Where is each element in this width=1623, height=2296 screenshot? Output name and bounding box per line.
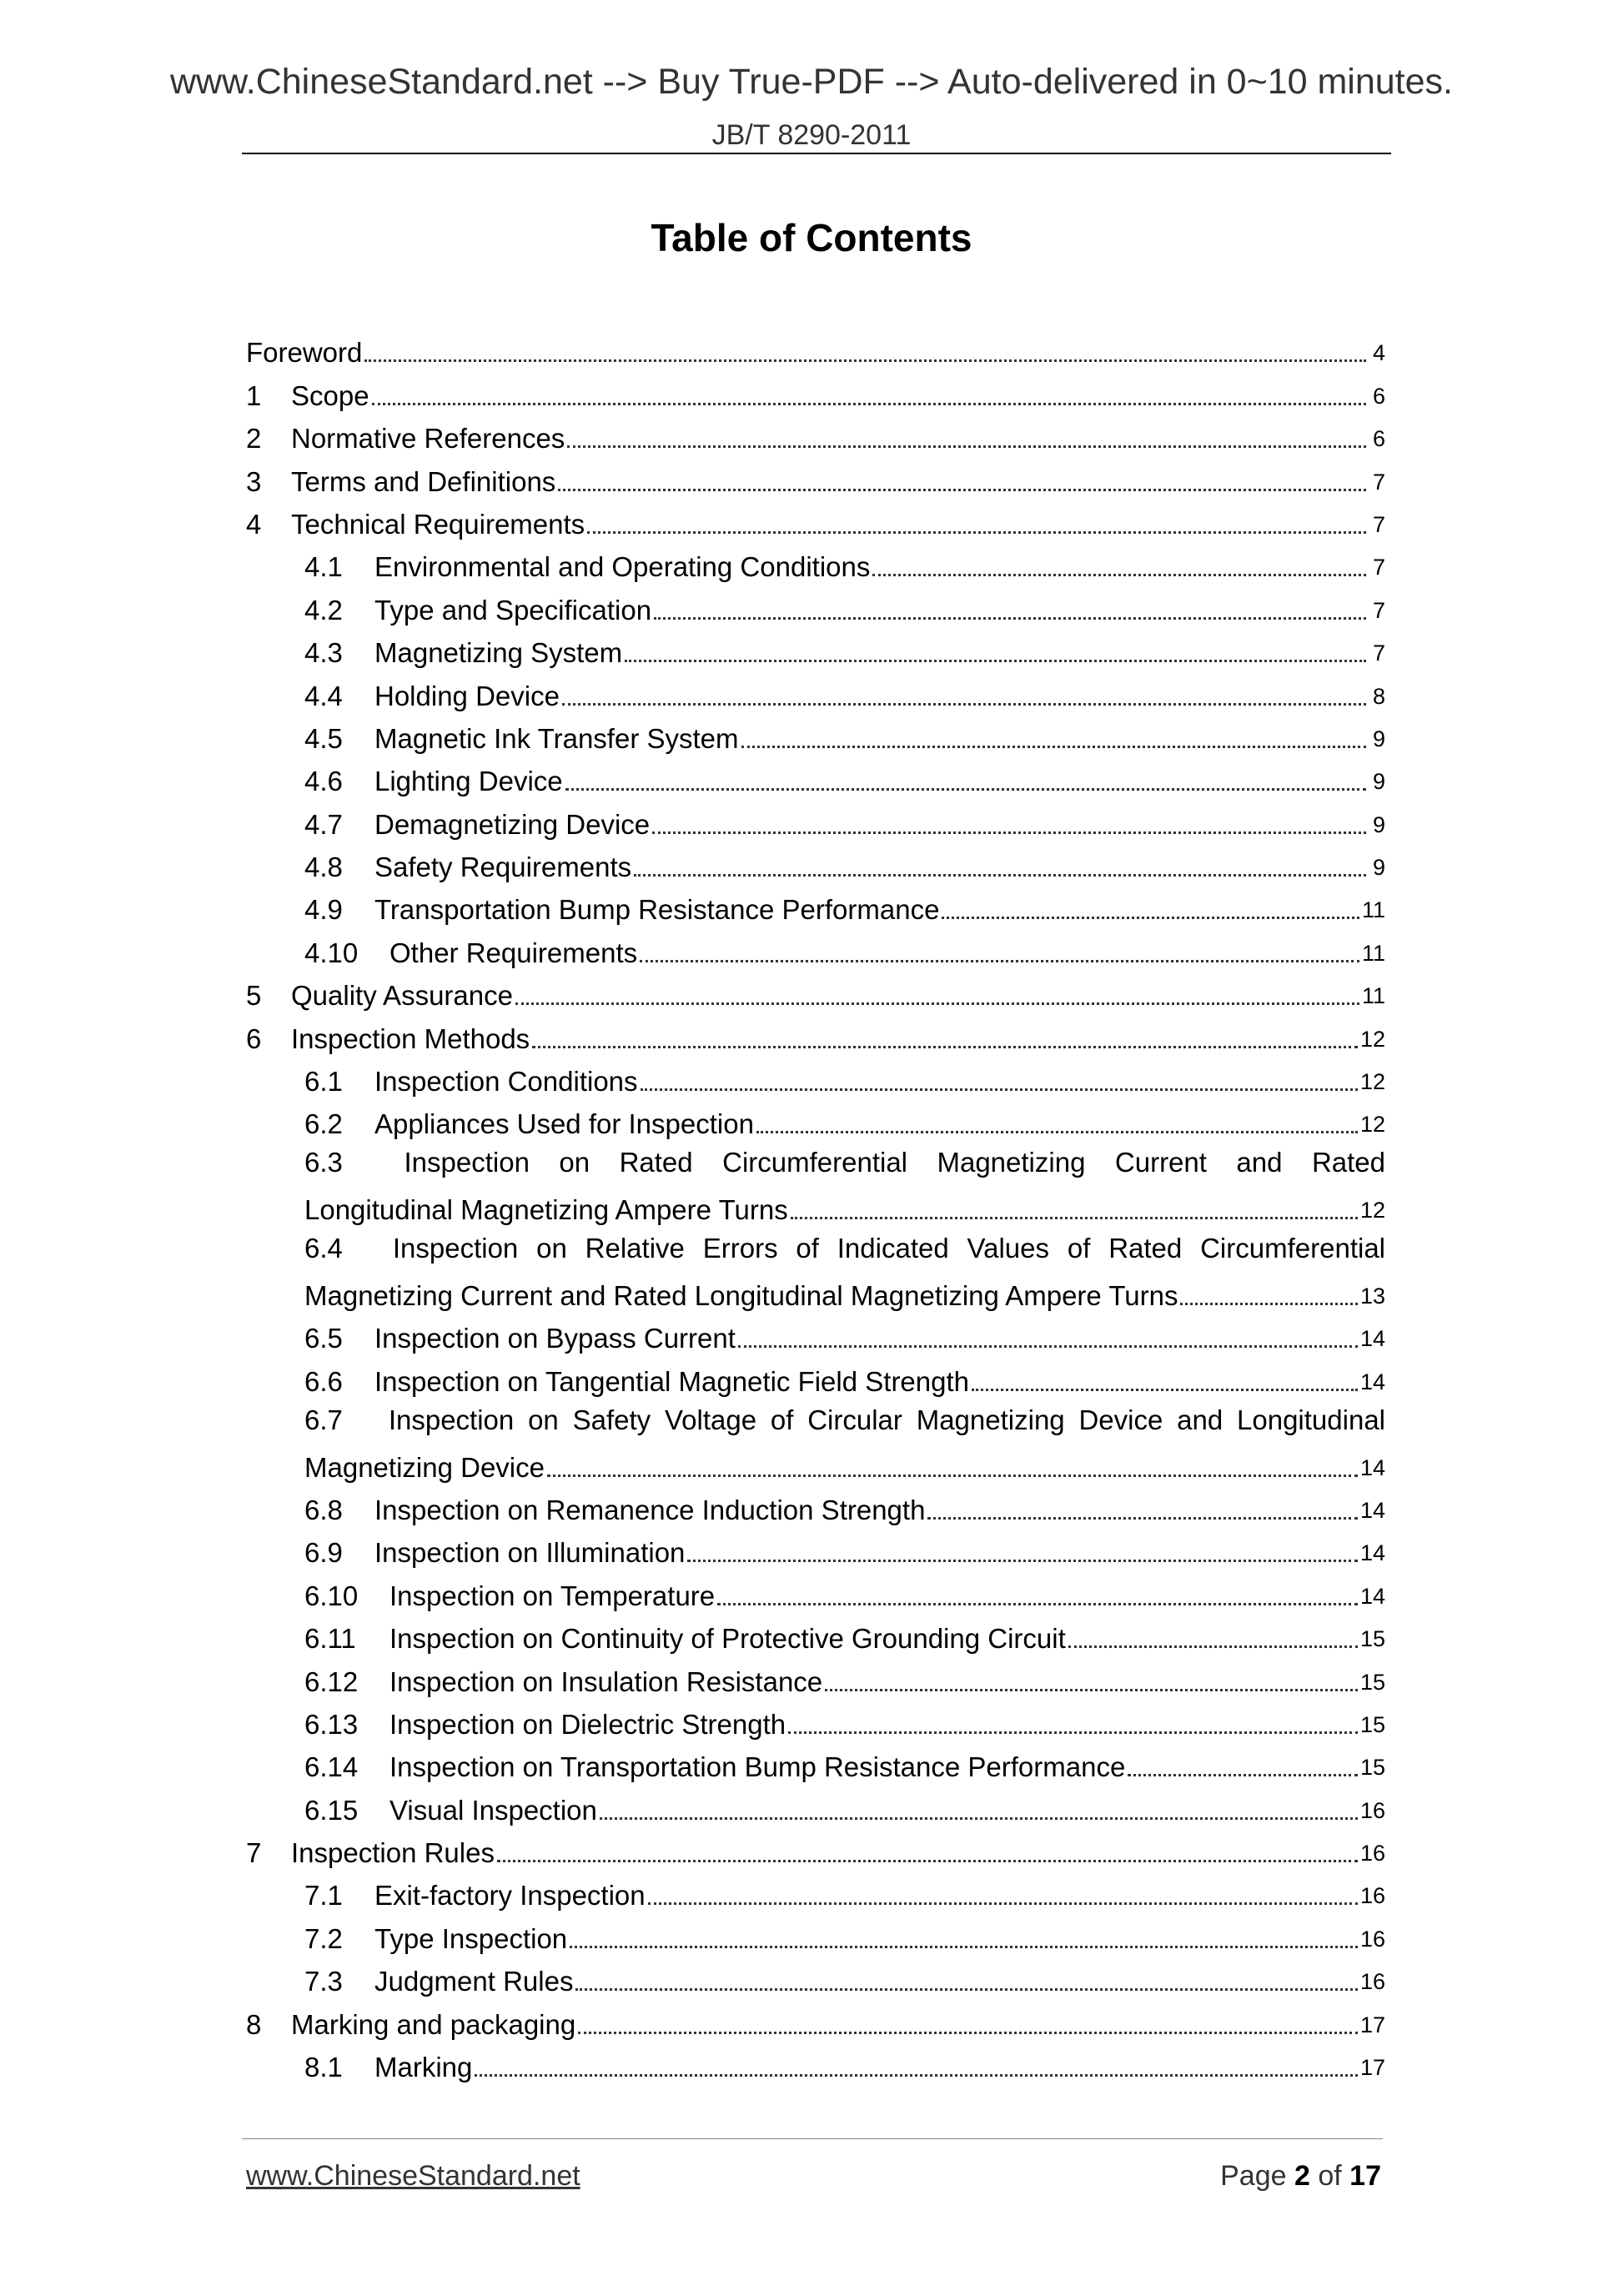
toc-entry-6-15[interactable] [246, 1784, 1385, 1826]
dot-leader [547, 1475, 1358, 1477]
toc-entry-number: 6.7 [304, 1404, 343, 1435]
dot-leader [475, 2074, 1358, 2077]
toc-entry-8-1[interactable] [246, 2042, 1385, 2084]
toc-entry-number: 2 [246, 423, 262, 455]
dot-leader [927, 1517, 1358, 1520]
toc-entry-page: 13 [1359, 1283, 1385, 1309]
footer-divider [242, 2138, 1383, 2139]
dot-leader [497, 1860, 1358, 1862]
toc-entry-label: Inspection on Remanence Induction Strength [374, 1494, 926, 1525]
dot-leader [788, 1731, 1358, 1734]
toc-entry-4[interactable] [246, 499, 1385, 541]
toc-entry-label: Type and Specification [374, 594, 652, 625]
toc-title: Table of Contents [651, 216, 972, 259]
toc-entry-page: 14 [1359, 1454, 1385, 1480]
toc-entry-number: 4.4 [304, 680, 343, 711]
toc-entry-number: 4.6 [304, 766, 343, 797]
toc-entry-number: 8 [246, 2008, 262, 2040]
toc-entry-6-6[interactable] [246, 1355, 1385, 1398]
dot-leader [791, 1217, 1358, 1219]
toc-entry-number: 4.3 [304, 637, 343, 669]
toc-entry-page: 7 [1372, 511, 1385, 537]
toc-entry-page: 17 [1359, 2055, 1385, 2081]
toc-entry-8[interactable] [246, 1998, 1385, 2041]
toc-entry-4-10[interactable] [246, 927, 1385, 969]
toc-entry-label: Inspection on Relative Errors of Indicated Values of Rated Circumferential [392, 1233, 1385, 1264]
toc-entry-4-7[interactable] [246, 798, 1385, 841]
toc-entry-number: 7.2 [304, 1922, 343, 1954]
dot-leader [565, 788, 1366, 791]
toc-entry-page: 7 [1372, 597, 1385, 623]
toc-entry-page: 16 [1359, 1969, 1385, 1995]
toc-entry-label: Magnetizing Device [304, 1451, 545, 1483]
toc-entry-page: 14 [1359, 1583, 1385, 1609]
toc-entry-label: Quality Assurance [291, 980, 513, 1012]
toc-entry-number: 4.8 [304, 852, 343, 883]
toc-entry-number: 6.4 [304, 1233, 343, 1264]
toc-entry-page: 16 [1359, 1926, 1385, 1952]
toc-entry-6-4-line1[interactable] [246, 1227, 1385, 1269]
toc-entry-number: 6.13 [304, 1708, 359, 1740]
dot-leader [741, 746, 1367, 748]
toc-entry-page: 7 [1372, 469, 1385, 495]
toc-entry-6-2[interactable] [246, 1098, 1385, 1141]
toc-entry-4-8[interactable] [246, 842, 1385, 884]
toc-entry-label: Inspection on Illumination [374, 1537, 686, 1569]
dot-leader [570, 1946, 1358, 1948]
toc-entry-label: Magnetizing Current and Rated Longitudinal Magnetizing Ampere Turns [304, 1279, 1178, 1311]
dot-leader [1128, 1774, 1358, 1776]
toc-entry-label: Holding Device [374, 680, 560, 711]
toc-entry-page: 9 [1372, 811, 1385, 837]
toc-entry-label: Inspection on Bypass Current [374, 1323, 736, 1354]
toc-entry-number: 6.10 [304, 1580, 359, 1611]
toc-entry-number: 6.14 [304, 1751, 359, 1783]
toc-entry-number: 7.3 [304, 1966, 343, 1997]
toc-entry-label: Transportation Bump Resistance Performance [374, 894, 940, 926]
toc-entry-label: Safety Requirements [374, 852, 632, 883]
dot-leader [652, 831, 1366, 834]
toc-entry-label: Longitudinal Magnetizing Ampere Turns [304, 1194, 788, 1226]
toc-entry-page: 14 [1359, 1540, 1385, 1566]
toc-entry-2[interactable] [246, 413, 1385, 455]
toc-entry-label: Inspection on Temperature [389, 1580, 716, 1611]
site-banner: www.ChineseStandard.net --> Buy True-PDF --> Auto-delivered in 0~10 minutes. [169, 62, 1453, 102]
toc-entry-6-12[interactable] [246, 1655, 1385, 1698]
toc-entry-number: 6.8 [304, 1494, 343, 1525]
toc-entry-label: Inspection on Tangential Magnetic Field Strength [374, 1365, 970, 1397]
toc-entry-6-3-line1[interactable] [246, 1141, 1385, 1183]
dot-leader [756, 1131, 1358, 1133]
toc-entry-foreword[interactable] [246, 327, 1385, 369]
toc-entry-6-7-line1[interactable] [246, 1399, 1385, 1441]
page-total: 17 [1349, 2160, 1381, 2192]
dot-leader [717, 1603, 1358, 1605]
toc-entry-page: 6 [1372, 383, 1385, 409]
toc-entry-label: Inspection on Dielectric Strength [389, 1708, 786, 1740]
dot-leader [600, 1817, 1358, 1820]
toc-entry-page: 15 [1359, 1755, 1385, 1781]
toc-entry-number: 7.1 [304, 1880, 343, 1912]
dot-leader [587, 531, 1366, 534]
toc-entry-number: 8.1 [304, 2052, 343, 2083]
toc-entry-number: 6.12 [304, 1665, 359, 1697]
dot-leader [532, 1046, 1358, 1048]
dot-leader [372, 403, 1366, 405]
dot-leader [654, 617, 1366, 620]
dot-leader [1068, 1645, 1358, 1648]
dot-leader [562, 703, 1366, 706]
dot-leader [872, 574, 1366, 576]
toc-entry-6-5[interactable] [246, 1313, 1385, 1355]
dot-leader [972, 1389, 1358, 1391]
toc-entry-page: 12 [1359, 1198, 1385, 1223]
toc-entry-label: Inspection on Safety Voltage of Circular Magnetizing Device and Longitudinal [388, 1404, 1385, 1435]
toc-entry-label: Inspection on Rated Circumferential Magnetizing Current and Rated [404, 1147, 1385, 1178]
toc-entry-7-1[interactable] [246, 1870, 1385, 1912]
toc-entry-number: 6.15 [304, 1794, 359, 1826]
page-prefix: Page [1220, 2160, 1287, 2192]
toc-entry-6-8[interactable] [246, 1485, 1385, 1527]
toc-entry-page: 16 [1359, 1883, 1385, 1909]
toc-entry-page: 4 [1372, 340, 1385, 366]
footer-site-link[interactable]: www.ChineseStandard.net [246, 2160, 580, 2192]
toc-entry-page: 9 [1372, 726, 1385, 751]
toc-entry-number: 6.11 [304, 1623, 356, 1655]
toc-entry-4-5[interactable] [246, 713, 1385, 756]
toc-entry-number: 6.2 [304, 1108, 343, 1140]
toc-entry-page: 14 [1359, 1497, 1385, 1523]
toc-entry-6-11[interactable] [246, 1613, 1385, 1655]
dot-leader [738, 1345, 1358, 1348]
toc-entry-label: Type Inspection [374, 1922, 568, 1954]
toc-entry-label: Demagnetizing Device [374, 808, 651, 840]
toc-entry-7[interactable] [246, 1827, 1385, 1870]
dot-leader [625, 660, 1366, 662]
toc-entry-label: Inspection Rules [291, 1837, 495, 1869]
toc-entry-6-4-line2[interactable] [246, 1270, 1385, 1313]
toc-entry-page: 11 [1361, 983, 1385, 1009]
toc-entry-number: 4.2 [304, 594, 343, 625]
toc-entry-label: Normative References [291, 423, 565, 455]
toc-entry-number: 4.10 [304, 937, 359, 968]
toc-entry-page: 6 [1372, 426, 1385, 452]
toc-entry-page: 16 [1359, 1841, 1385, 1866]
toc-entry-page: 9 [1372, 855, 1385, 881]
dot-leader [687, 1560, 1358, 1562]
toc-entry-number: 4.7 [304, 808, 343, 840]
toc-entry-number: 3 [246, 465, 262, 497]
toc-entry-number: 6.1 [304, 1066, 343, 1098]
toc-entry-6-1[interactable] [246, 1056, 1385, 1098]
toc-entry-7-2[interactable] [246, 1912, 1385, 1955]
toc-entry-label: Lighting Device [374, 766, 563, 797]
toc-entry-4-2[interactable] [246, 584, 1385, 626]
page-current: 2 [1294, 2160, 1310, 2192]
toc-entry-page: 12 [1359, 1026, 1385, 1052]
toc-entry-4-6[interactable] [246, 756, 1385, 798]
toc-entry-page: 17 [1359, 2012, 1385, 2037]
toc-entry-page: 9 [1372, 769, 1385, 795]
table-of-contents [246, 327, 1385, 2084]
toc-entry-label: Environmental and Operating Conditions [374, 551, 871, 583]
toc-entry-page: 12 [1359, 1069, 1385, 1095]
dot-leader [825, 1689, 1358, 1691]
toc-entry-6-3-line2[interactable] [246, 1184, 1385, 1227]
toc-entry-page: 7 [1372, 641, 1385, 666]
toc-entry-5[interactable] [246, 970, 1385, 1012]
toc-entry-label: Magnetizing System [374, 637, 623, 669]
toc-entry-page: 16 [1359, 1797, 1385, 1823]
toc-entry-label: Inspection on Insulation Resistance [389, 1665, 823, 1697]
dot-leader [648, 1902, 1358, 1905]
toc-entry-label: Magnetic Ink Transfer System [374, 722, 739, 754]
toc-entry-page: 11 [1361, 940, 1385, 966]
dot-leader [567, 445, 1366, 448]
toc-entry-page: 15 [1359, 1626, 1385, 1652]
page-indicator [1220, 2160, 1381, 2193]
toc-entry-label: Technical Requirements [291, 508, 585, 540]
dot-leader [640, 960, 1359, 962]
dot-leader [942, 917, 1359, 919]
toc-entry-3[interactable] [246, 455, 1385, 498]
toc-entry-label: Marking [374, 2052, 473, 2083]
toc-entry-7-3[interactable] [246, 1956, 1385, 1998]
toc-entry-page: 15 [1359, 1669, 1385, 1695]
toc-entry-4-3[interactable] [246, 627, 1385, 670]
toc-entry-label: Terms and Definitions [291, 465, 556, 497]
toc-entry-number: 4.9 [304, 894, 343, 926]
toc-entry-number: 6.3 [304, 1147, 343, 1178]
toc-entry-page: 11 [1361, 897, 1385, 923]
toc-entry-page: 12 [1359, 1112, 1385, 1138]
toc-entry-6-13[interactable] [246, 1699, 1385, 1741]
toc-entry-1[interactable] [246, 369, 1385, 412]
dot-leader [641, 1088, 1358, 1091]
toc-entry-label: Inspection Methods [291, 1022, 530, 1054]
toc-entry-page: 7 [1372, 555, 1385, 580]
toc-entry-number: 4.1 [304, 551, 343, 583]
toc-entry-label: Visual Inspection [389, 1794, 597, 1826]
toc-entry-number: 4 [246, 508, 262, 540]
dot-leader [575, 1988, 1357, 1991]
toc-entry-4-4[interactable] [246, 670, 1385, 712]
toc-entry-number: 6.9 [304, 1537, 343, 1569]
document-code: JB/T 8290-2011 [711, 119, 912, 151]
toc-entry-6-10[interactable] [246, 1570, 1385, 1612]
toc-entry-number: 6.6 [304, 1365, 343, 1397]
toc-entry-number: 7 [246, 1837, 262, 1869]
dot-leader [558, 489, 1366, 491]
dot-leader [515, 1002, 1359, 1005]
toc-entry-label: Other Requirements [389, 937, 638, 968]
toc-entry-label: Foreword [246, 337, 363, 369]
header-divider [242, 153, 1391, 154]
toc-entry-6[interactable] [246, 1012, 1385, 1055]
toc-entry-label: Appliances Used for Inspection [374, 1108, 754, 1140]
toc-entry-label: Judgment Rules [374, 1966, 574, 1997]
toc-entry-label: Inspection on Transportation Bump Resistance Performance [389, 1751, 1126, 1783]
toc-entry-number: 4.5 [304, 722, 343, 754]
toc-entry-4-1[interactable] [246, 541, 1385, 584]
page-of: of [1318, 2160, 1342, 2192]
toc-entry-number: 5 [246, 980, 262, 1012]
toc-entry-page: 8 [1372, 683, 1385, 709]
toc-entry-4-9[interactable] [246, 884, 1385, 927]
toc-entry-label: Inspection on Continuity of Protective Grounding Circuit [389, 1623, 1066, 1655]
toc-entry-6-7-line2[interactable] [246, 1441, 1385, 1484]
dot-leader [578, 2032, 1358, 2034]
toc-entry-number: 1 [246, 379, 262, 411]
dot-leader [1180, 1303, 1357, 1305]
toc-entry-number: 6 [246, 1022, 262, 1054]
toc-entry-page: 14 [1359, 1326, 1385, 1352]
dot-leader [364, 359, 1366, 362]
toc-entry-page: 15 [1359, 1711, 1385, 1737]
dot-leader [634, 874, 1366, 877]
toc-entry-6-9[interactable] [246, 1527, 1385, 1570]
toc-entry-page: 14 [1359, 1369, 1385, 1394]
toc-entry-label: Marking and packaging [291, 2008, 576, 2040]
toc-entry-6-14[interactable] [246, 1741, 1385, 1784]
toc-entry-label: Exit-factory Inspection [374, 1880, 646, 1912]
toc-entry-label: Inspection Conditions [374, 1066, 638, 1098]
toc-entry-label: Scope [291, 379, 369, 411]
toc-entry-number: 6.5 [304, 1323, 343, 1354]
